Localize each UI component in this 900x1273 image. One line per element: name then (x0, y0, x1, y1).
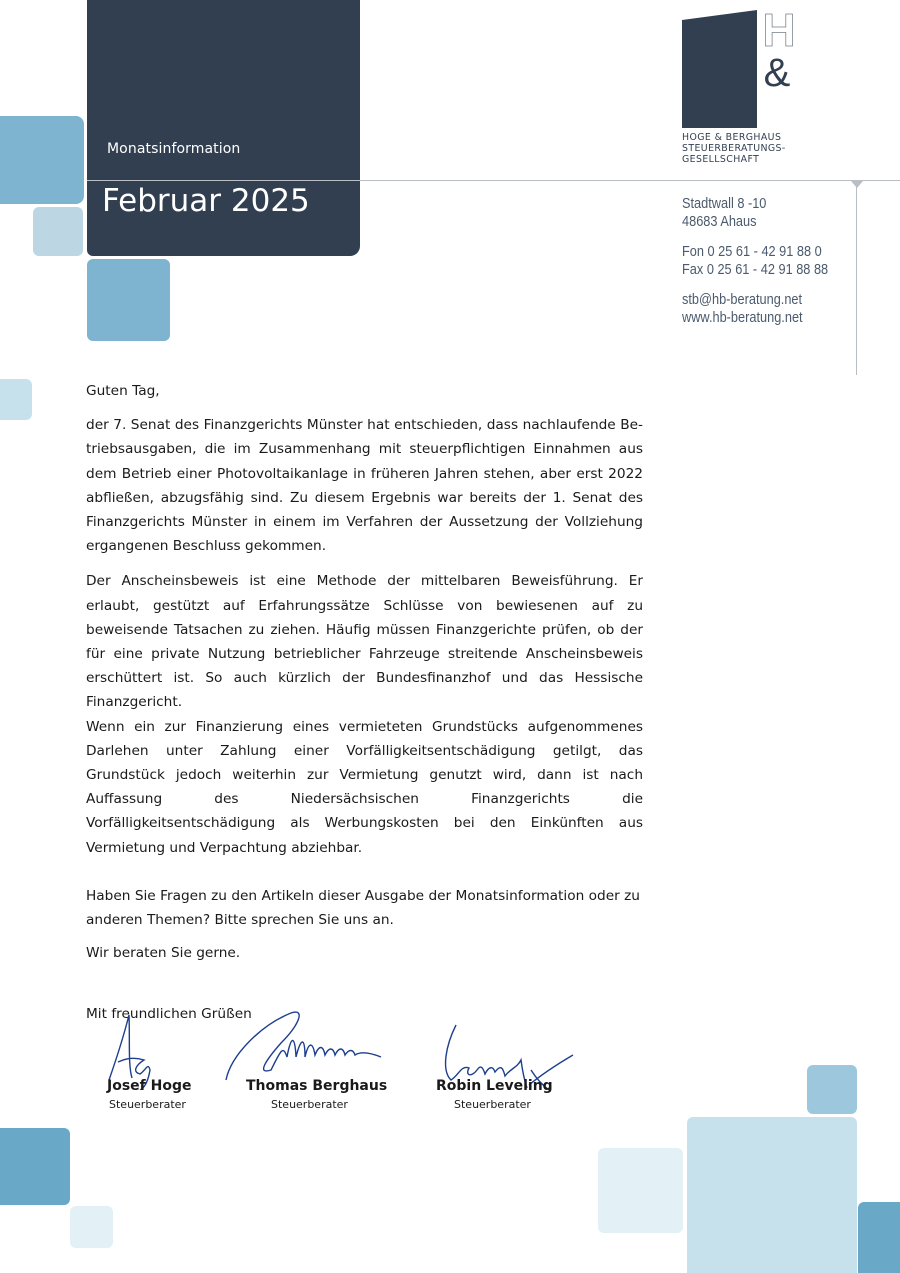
phone-number: Fon 0 25 61 - 42 91 88 0 (682, 244, 822, 260)
decor-tile (687, 1117, 857, 1273)
signatory-name: Josef Hoge (107, 1078, 192, 1094)
decor-tile (807, 1065, 857, 1114)
questions-paragraph: Haben Sie Fragen zu den Artikeln dieser Ausgabe der Monatsinformation oder zu anderen Themen? Bitte sprechen Sie uns an. (86, 887, 640, 929)
online-block (682, 291, 803, 327)
signatory-role: Steuerberater (271, 1098, 348, 1111)
letter-body (86, 379, 643, 1027)
signatory-role: Steuerberater (109, 1098, 186, 1111)
header-rule (87, 180, 900, 181)
fax-number: Fax 0 25 61 - 42 91 88 88 (682, 262, 829, 278)
logo-letter-h: H (762, 10, 796, 56)
logo-ampersand: & (763, 51, 791, 95)
offer-line: Wir beraten Sie gerne. (86, 945, 241, 962)
email-link[interactable]: stb@hb-beratung.net (682, 292, 803, 308)
contact-divider (856, 181, 857, 375)
decor-tile (598, 1148, 683, 1233)
logo-line-3: GESELLSCHAFT (682, 154, 760, 165)
signature-block (86, 1005, 626, 1115)
company-logo (682, 10, 802, 128)
phone-block (682, 243, 828, 279)
logo-wordmark (682, 132, 832, 165)
signatory-role: Steuerberater (454, 1098, 531, 1111)
signatory-name: Robin Leveling (436, 1078, 553, 1094)
decor-tile (858, 1202, 900, 1273)
paragraph-2: Der Anscheinsbeweis ist eine Methode der mittelbaren Beweisführung. Er erlaubt, gestützt auf Erfahrungssätze Schlüsse von bewiesenen auf zu beweisende Tatsachen zu ziehen. Häufig müssen Finanzgerichte prüfen, ob der für eine private Nutzung betrieblicher Fahrzeuge streitende Anscheinsbeweis erschüttert ist. So auch kürzlich der Bundesfinanzhof und das Hessische Finanzgericht. (86, 573, 643, 711)
address-street: Stadtwall 8 -10 (682, 196, 767, 212)
decor-tile (0, 116, 84, 204)
decor-tile (87, 259, 170, 341)
address-block (682, 195, 766, 231)
decor-tile (33, 207, 83, 256)
logo-line-1: HOGE & BERGHAUS (682, 132, 782, 143)
signatory-name: Thomas Berghaus (246, 1078, 388, 1094)
paragraph-3: Wenn ein zur Finanzierung eines vermieteten Grundstücks aufgenommenes Darlehen unter Zahlung einer Vorfälligkeitsentschädigung getilgt, das Grundstück jedoch weiterhin zur Vermietung genutzt wird, dann ist nach Auffassung des Niedersächsischen Finanzgerichts die Vorfälligkeitsentschädigung als Werbungskosten bei den Einkünften aus Vermietung und Verpachtung abziehbar. (86, 718, 643, 856)
divider-marker (851, 181, 863, 188)
website-link[interactable]: www.hb-beratung.net (682, 310, 803, 326)
paragraph-1: der 7. Senat des Finanzgerichts Münster hat entschieden, dass nachlaufende Betriebsausgaben, die im Zusammenhang mit steuerpflichtigen Einnahmen aus dem Betrieb einer Photovoltaikanlage in früheren Jahren stehen, aber erst 2022 abfließen, abzugsfähig sind. Zu diesem Ergebnis war bereits der 1. Senat des Finanzgerichts Münster in einem im Verfahren der Aussetzung der Vollziehung ergangenen Beschluss gekommen. (86, 417, 643, 555)
document-title: Februar 2025 (102, 183, 310, 219)
logo-letter-b: B (761, 86, 795, 128)
logo-line-2: STEUERBERATUNGS- (682, 143, 786, 154)
greeting: Guten Tag, (86, 383, 160, 399)
closing-line: Mit freundlichen Grüßen (86, 1006, 252, 1023)
decor-tile (70, 1206, 113, 1248)
decor-tile (0, 1128, 70, 1205)
decor-tile (0, 379, 32, 420)
document-subtitle: Monatsinformation (107, 141, 241, 157)
address-city: 48683 Ahaus (682, 214, 757, 230)
